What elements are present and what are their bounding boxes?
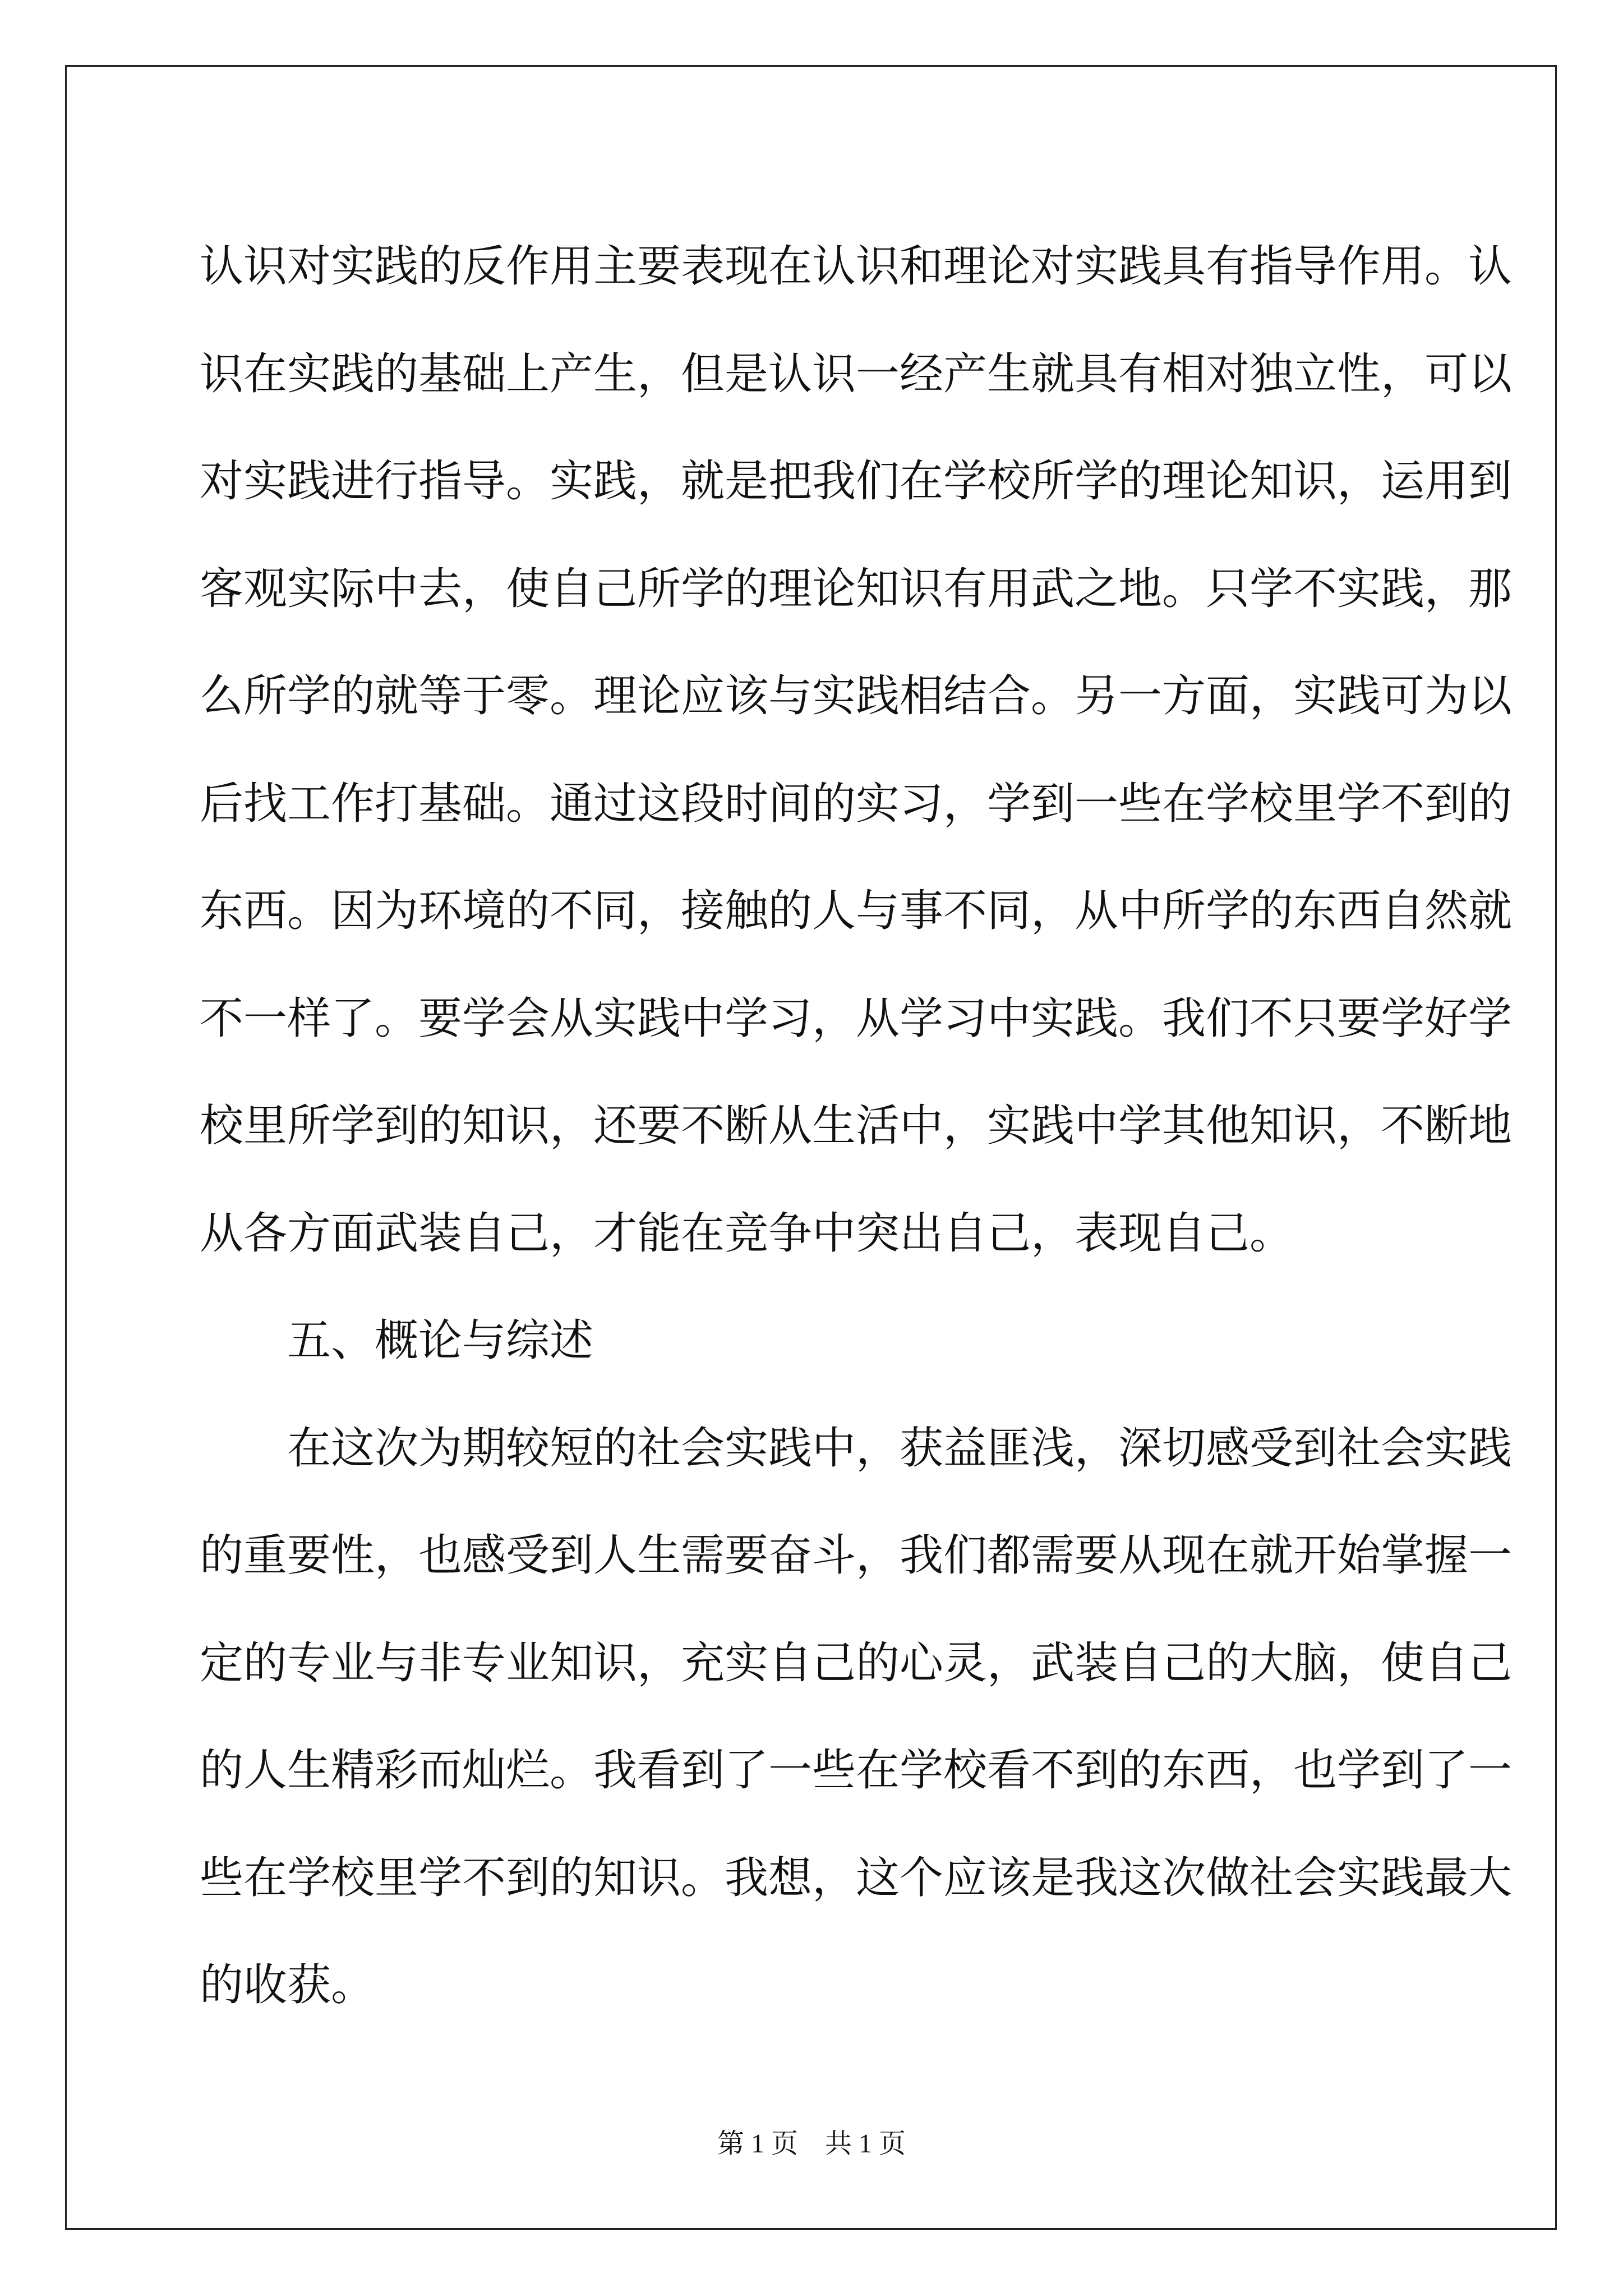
text-line: 些在学校里学不到的知识。我想，这个应该是我这次做社会实践最大 [200,1852,1513,1903]
document-body [200,213,1513,2040]
text-line: 东西。因为环境的不同，接触的人与事不同，从中所学的东西自然就 [200,886,1513,936]
text-line: 定的专业与非专业知识，充实自己的心灵，武装自己的大脑，使自己 [200,1637,1513,1688]
text-line: 的人生精彩而灿烂。我看到了一些在学校看不到的东西，也学到了一 [200,1745,1513,1796]
text-line: 不一样了。要学会从实践中学习，从学习中实践。我们不只要学好学 [200,993,1513,1044]
page-footer: 第 1 页 共 1 页 [717,2129,906,2159]
text-line: 么所学的就等于零。理论应该与实践相结合。另一方面，实践可为以 [200,671,1513,721]
section-heading: 五、概论与综述 [200,1315,594,1366]
text-line: 在这次为期较短的社会实践中，获益匪浅，深切感受到社会实践 [200,1423,1513,1474]
text-line: 从各方面武装自己，才能在竞争中突出自己，表现自己。 [200,1208,1294,1259]
text-line: 对实践进行指导。实践，就是把我们在学校所学的理论知识，运用到 [200,456,1513,507]
text-line: 的重要性，也感受到人生需要奋斗，我们都需要从现在就开始掌握一 [200,1530,1513,1581]
text-line: 识在实践的基础上产生，但是认识一经产生就具有相对独立性，可以 [200,348,1513,399]
text-line: 的收获。 [200,1960,375,2010]
text-line: 认识对实践的反作用主要表现在认识和理论对实践具有指导作用。认 [200,241,1513,292]
text-line: 客观实际中去，使自己所学的理论知识有用武之地。只学不实践，那 [200,563,1513,614]
text-line: 校里所学到的知识，还要不断从生活中，实践中学其他知识，不断地 [200,1101,1513,1151]
text-line: 后找工作打基础。通过这段时间的实习，学到一些在学校里学不到的 [200,778,1513,829]
